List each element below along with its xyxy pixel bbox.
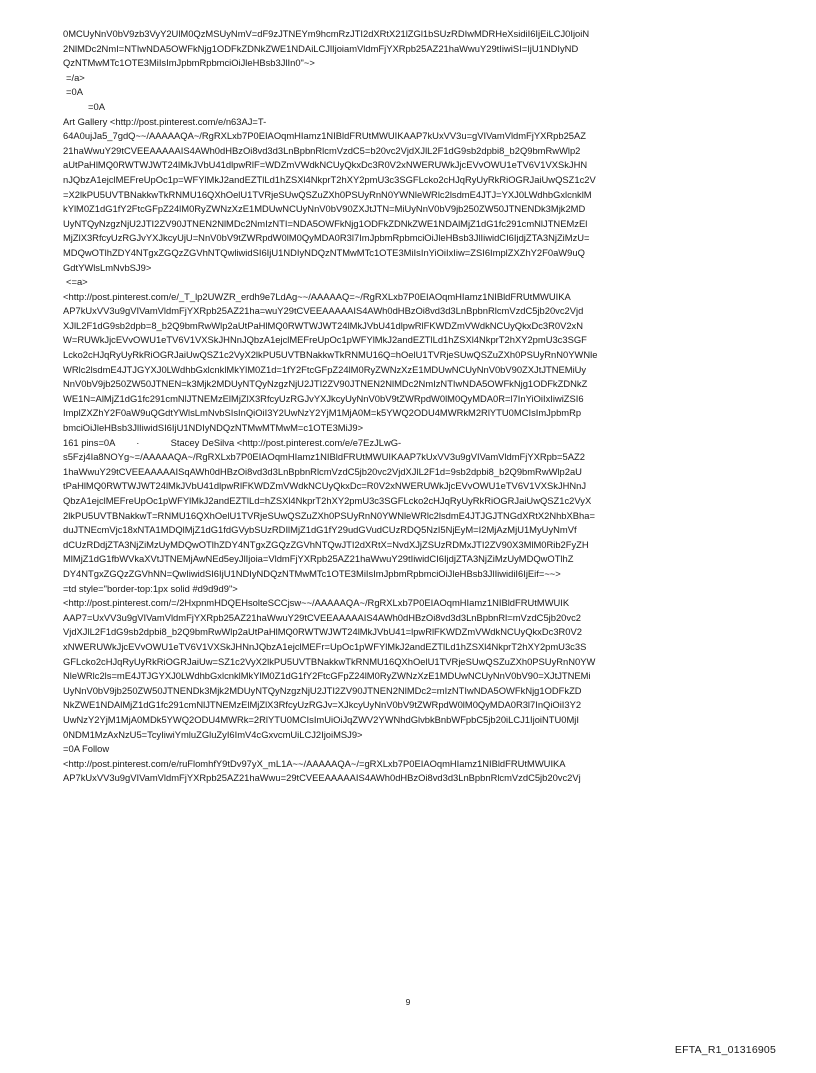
document-line: VjdXJlL2F1dG9sb2dpbi8_b2Q9bmRwWlp2aUtPaHlMQ0RWTWJWT24lMkJVbU41=lpwRlFKWDZmVWdkNCUyQkxDc3R0V2 <box>63 626 582 638</box>
document-line: DY4NTgxZGQzZGVhNN=QwIiwidSI6IjU1NDIyNDQzNTMwMTc1OTE3MiIsImJpbmRpbmciOiJleHBsb3JlIiwidiI6IjEif=~~> <box>63 567 561 579</box>
document-line: ImplZXZhY2F0aW9uQGdtYWlsLmNvbSIsInQiOiI3Y2UwNzY2YjM1MjA0M=k5YWQ2ODU4MWRkM2RlYTU0MCIsImJpbmRp <box>63 407 582 419</box>
document-line: 2NlMDc2NmI=NTIwNDA5OWFkNjg1ODFkZDNkZWE1NDAiLCJlIjoiamVldmFjYXRpb25AZ21haWwuY29tIiwiSI=IjU1NDIyND <box>63 42 579 54</box>
document-line: Lcko2cHJqRyUyRkRiOGRJaiUwQSZ1c2VyX2lkPU5UVTBNakkwTkRNMU16Q=hOelU1TVRjeSUwQSZuZXh0PSUyRnN0YWNle <box>63 349 598 361</box>
document-line: bmciOiJleHBsb3JlIiwidSI6IjU1NDIyNDQzNTMwMTMwM=c1OTE3MiJ9> <box>63 422 364 434</box>
document-line: =X2lkPU5UVTBNakkwTkRNMU16QXhOelU1TVRjeSUwQSZuZXh0PSUyRnN0YWNleWRlc2lsdmE4JTJ=YXJ0LWdhbGxlcnklM <box>63 188 592 200</box>
document-line: 161 pins=0A · Stacey DeSilva <http://post.pinterest.com/e/e7EzJLwG- <box>63 436 402 448</box>
document-line: W=RUWkJjcEVvOWU1eTV6V1VXSkJHNnJQbzA1ejclMEFreUpOc1pWFYlMkJ2andEZTlLd1hZSXl4NkprT2hXY2pmU3c3SGF <box>63 334 587 346</box>
document-line: kYlM0Z1dG1fY2FtcGFpZ24lM0RyZWNzXzE1MDUwNCUyNnV0bV90ZXJtJTN=MiUyNnV0bV9jb250ZW50JTNENDk3Mjk2MD <box>63 203 586 215</box>
document-line: MDQwOTlhZDY4NTgxZGQzZGVhNTQwliwidSI6IjU1NDIyNDQzNTMwMTc1OTE3MiIsInYiOiIxIiw=ZSI6ImplZXZhY2F0aW9uQ <box>63 246 585 258</box>
document-line: Art Gallery <http://post.pinterest.com/e/n63AJ=T- <box>63 115 267 127</box>
document-line: AP7kUxVV3u9gVIVamVldmFjYXRpb25AZ21ha=wuY29tCVEEAAAAAIS4AWh0dHBzOi8vd3d3LnBpbnRlcmVzdC5jb20vc2Vjd <box>63 305 584 317</box>
document-line: UyNnV0bV9jb250ZW50JTNENDk3Mjk2MDUyNTQyNzgzNjU2JTI2ZV90JTNEN2NlMDc2=mIzNTIwNDA5OWFkNjg1ODFkZD <box>63 684 582 696</box>
document-line: 21haWwuY29tCVEEAAAAAIS4AWh0dHBzOi8vd3d3LnBpbnRlcmVzdC5=b20vc2VjdXJlL2F1dG9sb2dpbi8_b2Q9bmRwWlp2 <box>63 144 581 156</box>
document-body <box>63 27 783 786</box>
document-id-stamp: EFTA_R1_01316905 <box>674 1044 776 1056</box>
document-line: XJlL2F1dG9sb2dpb=8_b2Q9bmRwWlp2aUtPaHlMQ0RWTWJWT24lMkJVbU41dlpwRlFKWDZmVWdkNCUyQkxDc3R0V2xN <box>63 319 584 331</box>
document-line: nJQbzA1ejclMEFreUpOc1p=WFYlMkJ2andEZTlLd1hZSXl4NkprT2hXY2pmU3c3SGFLcko2cHJqRyUyRkRiOGRJaiUwQSZ1c2V <box>63 173 596 185</box>
document-line: xNWERUWkJjcEVvOWU1eTV6V1VXSkJHNnJQbzA1ejclMEFr=UpOc1pWFYlMkJ2andEZTlLd1hZSXl4NkprT2hXY2pmU3c3S <box>63 640 587 652</box>
document-line: AAP7=UxVV3u9gVIVamVldmFjYXRpb25AZ21haWwuY29tCVEEAAAAAIS4AWh0dHBzOi8vd3d3LnBpbnRl=mVzdC5jb20vc2 <box>63 611 581 623</box>
document-line: tPaHlMQ0RWTWJWT24lMkJVbU41dlpwRlFKWDZmVWdkNCUyQkxDc=R0V2xNWERUWkJjcEVvOWU1eTV6V1VXSkJHNnJ <box>63 480 587 492</box>
document-line: GFLcko2cHJqRyUyRkRiOGRJaiUw=SZ1c2VyX2lkPU5UVTBNakkwTkRNMU16QXhOelU1TVRjeSUwQSZuZXh0PSUyRnN0YW <box>63 655 596 667</box>
document-line: WRlc2lsdmE4JTJGYXJ0LWdhbGxlcnklMkYlM0Z1d=1fY2FtcGFpZ24lM0RyZWNzXzE1MDUwNCUyNnV0bV90ZXJtJTNEMiUy <box>63 363 587 375</box>
document-line: NnV0bV9jb250ZW50JTNEN=k3Mjk2MDUyNTQyNzgzNjU2JTI2ZV90JTNEN2NlMDc2NmIzNTIwNDA5OWFkNjg1ODFkZDNkZ <box>63 378 588 390</box>
document-line: QbzA1ejclMEFreUpOc1pWFYlMkJ2andEZTlLd=hZSXl4NkprT2hXY2pmU3c3SGFLcko2cHJqRyUyRkRiOGRJaiUwQSZ1c2VyX <box>63 495 592 506</box>
document-line: =0A Follow <box>63 743 110 755</box>
document-line: =/a> <box>66 71 85 83</box>
document-line: NleWRlc2ls=mE4JTJGYXJ0LWdhbGxlcnklMkYlM0Z1dG1fY2FtcGFpZ24lM0RyZWNzXzE1MDUwNCUyNnV0bV90=XJtJTNEMi <box>63 670 591 682</box>
document-line: <http://post.pinterest.com/=/2HxpnmHDQEHsolteSCCjsw~~/AAAAAQA~/RgRXLxb7P0EIAOqmHIamz1NIBldFRUtMWUIK <box>63 597 570 609</box>
document-line: MjZlX3RfcyUzRGJvYXJkcyUjU=NnV0bV9tZWRpdW0lM0QyMDA0R3l7ImJpbmRpbmciOiJleHBsb3JlIiwidCI6IjdjZTA3NjZiMzU= <box>63 232 590 244</box>
document-line: <=a> <box>66 276 88 288</box>
document-line: UwNzY2YjM1MjA0MDk5YWQ2ODU4MWRk=2RlYTU0MCIsImUiOiJqZWV2YWNhdGlvbkBnbWFpbC5jb20iLCJ1IjoiNTU0MjI <box>63 713 579 725</box>
document-line: 64A0ujJa5_7gdQ~~/AAAAAQA~/RgRXLxb7P0EIAOqmHIamz1NIBldFRUtMWUIKAAP7kUxVV3u=gVIVamVldmFjYXRpb25AZ <box>63 130 586 142</box>
document-line: MlMjZ1dG1fbWVkaXVtJTNEMjAwNEd5eyJlIjoia=VldmFjYXRpb25AZ21haWwuY29tIiwidCI6IjdjZTA3NjZiMzUyMDQwOTlhZ <box>63 553 574 565</box>
document-line: NkZWE1NDAlMjZ1dG1fc291cmNlJTNEMzElMjZlX3RfcyUzRGJv=XJkcyUyNnV0bV9tZWRpdW0lM0QyMDA0R3l7InQiOiI3Y2 <box>63 699 582 711</box>
document-line: dCUzRDdjZTA3NjZiMzUyMDQwOTlhZDY4NTgxZGQzZGVhNTQwJTI2dXRtX=NvdXJjZSUzRDMxJTI2ZV90X3MlM0Rib2FyZH <box>63 538 589 550</box>
document-line: aUtPaHlMQ0RWTWJWT24lMkJVbU41dlpwRlF=WDZmVWdkNCUyQkxDc3R0V2xNWERUWkJjcEVvOWU1eTV6V1VXSkJHN <box>63 159 588 171</box>
document-line: AP7kUxVV3u9gVIVamVldmFjYXRpb25AZ21haWwu=29tCVEEAAAAAIS4AWh0dHBzOi8vd3d3LnBpbnRlcmVzdC5jb20vc2Vj <box>63 772 581 784</box>
document-line: WE1N=AlMjZ1dG1fc291cmNlJTNEMzElMjZlX3RfcyUzRGJvYXJkcyUyNnV0bV9tZWRpdW0lM0QyMDA0R=l7InYiOiIxIiwiZSI6 <box>63 392 584 404</box>
document-line: 1haWwuY29tCVEEAAAAAISqAWh0dHBzOi8vd3d3LnBpbnRlcmVzdC5jb20vc2VjdXJlL2F1d=9sb2dpbi8_b2Q9bmRwWlp2aU <box>63 465 582 477</box>
document-line: =td style="border-top:1px solid #d9d9d9"> <box>63 582 238 594</box>
page-number: 9 <box>405 997 411 1007</box>
document-line: <http://post.pinterest.com/e/ruFlomhfY9tDv97yX_mL1A~~/AAAAAQA~/=gRXLxb7P0EIAOqmHIamz1NIBldFRUtMWUIKA <box>63 757 566 769</box>
document-line: s5Fzj4Ia8NOYg~=/AAAAAQA~/RgRXLxb7P0EIAOqmHIamz1NIBldFRUtMWUIKAAP7kUxVV3u9gVIVamVldmFjYXRpb=5AZ2 <box>63 451 585 463</box>
document-line: 0MCUyNnV0bV9zb3VyY2UlM0QzMSUyNmV=dF9zJTNEYm9hcmRzJTI2dXRtX21lZGl1bSUzRDIwMDRHeXsidiI6IjEiLCJ0IjoiN <box>63 28 590 39</box>
document-line: GdtYWlsLmNvbSJ9> <box>63 261 152 273</box>
document-line: 0NDM1MzAxNzU5=TcyIiwiYmluZGluZyI6ImV4cGxvcmUiLCJ2IjoiMSJ9> <box>63 728 363 740</box>
document-line: =0A <box>66 86 83 98</box>
document-line: duJTNEcmVjc18xNTA1MDQlMjZ1dG1fdGVybSUzRDIlMjZ1dG1fY29udGVudCUzRDQ5NzI5NjEyM=I2MjAzMjU1MyUyNmVf <box>63 524 577 536</box>
document-line: =0A <box>88 100 105 112</box>
document-line: <http://post.pinterest.com/e/_T_lp2UWZR_erdh9e7LdAg~~/AAAAAQ=~/RgRXLxb7P0EIAOqmHIamz1NIBldFRUtMWUIKA <box>63 290 571 302</box>
document-line: QzNTMwMTc1OTE3MiIsImJpbmRpbmciOiJleHBsb3JlIn0"~> <box>63 57 315 69</box>
document-line: UyNTQyNzgzNjU2JTI2ZV90JTNEN2NlMDc2NmIzNTI=NDA5OWFkNjg1ODFkZDNkZWE1NDAlMjZ1dG1fc291cmNlJTNEMzEl <box>63 217 588 229</box>
document-line: 2lkPU5UVTBNakkwT=RNMU16QXhOelU1TVRjeSUwQSZuZXh0PSUyRnN0YWNleWRlc2lsdmE4JTJGJTNGdXRtX2NhbXBha= <box>63 509 595 521</box>
